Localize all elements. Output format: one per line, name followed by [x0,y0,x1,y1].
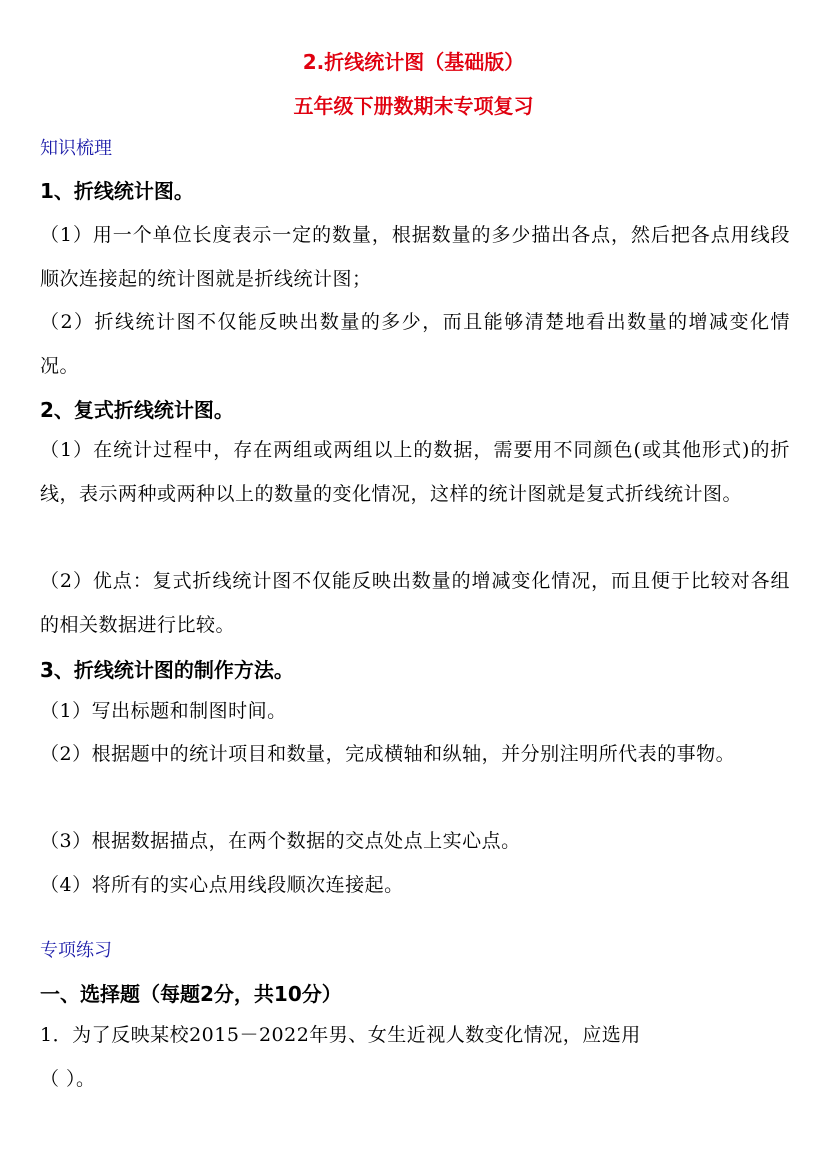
section-3-item-4: （4）将所有的实心点用线段顺次连接起。 [40,874,404,896]
section-heading-2: 2、复式折线统计图。 [40,398,234,422]
question-1-text: 1．为了反映某校2015－2022年男、女生近视人数变化情况，应选用 [40,1024,641,1046]
document-subtitle: 五年级下册数期末专项复习 [293,94,534,118]
section-heading-1: 1、折线统计图。 [40,179,194,203]
part-heading-multiple-choice: 一、选择题（每题2分，共10分） [40,982,342,1006]
document-title: 2.折线统计图（基础版） [302,50,525,74]
practice-label: 专项练习 [40,940,112,961]
section-3-item-3: （3）根据数据描点，在两个数据的交点处点上实心点。 [40,830,521,852]
section-3-item-2: （2）根据题中的统计项目和数量，完成横轴和纵轴，并分别注明所代表的事物。 [40,743,736,765]
question-1-answer-blank: （ ）。 [40,1068,96,1090]
section-1-item-2: （2）折线统计图不仅能反映出数量的多少，而且能够清楚地看出数量的增减变化情况。 [40,311,790,377]
section-heading-3: 3、折线统计图的制作方法。 [40,658,294,682]
knowledge-review-label: 知识梳理 [40,138,112,159]
section-3-item-1: （1）写出标题和制图时间。 [40,700,287,722]
section-1-item-1: （1）用一个单位长度表示一定的数量，根据数量的多少描出各点，然后把各点用线段顺次连接起的统计图就是折线统计图； [40,224,790,290]
section-2-item-1: （1）在统计过程中，存在两组或两组以上的数据，需要用不同颜色(或其他形式)的折线，表示两种或两种以上的数量的变化情况，这样的统计图就是复式折线统计图。 [40,439,790,505]
section-2-item-2: （2）优点：复式折线统计图不仅能反映出数量的增减变化情况，而且便于比较对各组的相关数据进行比较。 [40,570,790,636]
